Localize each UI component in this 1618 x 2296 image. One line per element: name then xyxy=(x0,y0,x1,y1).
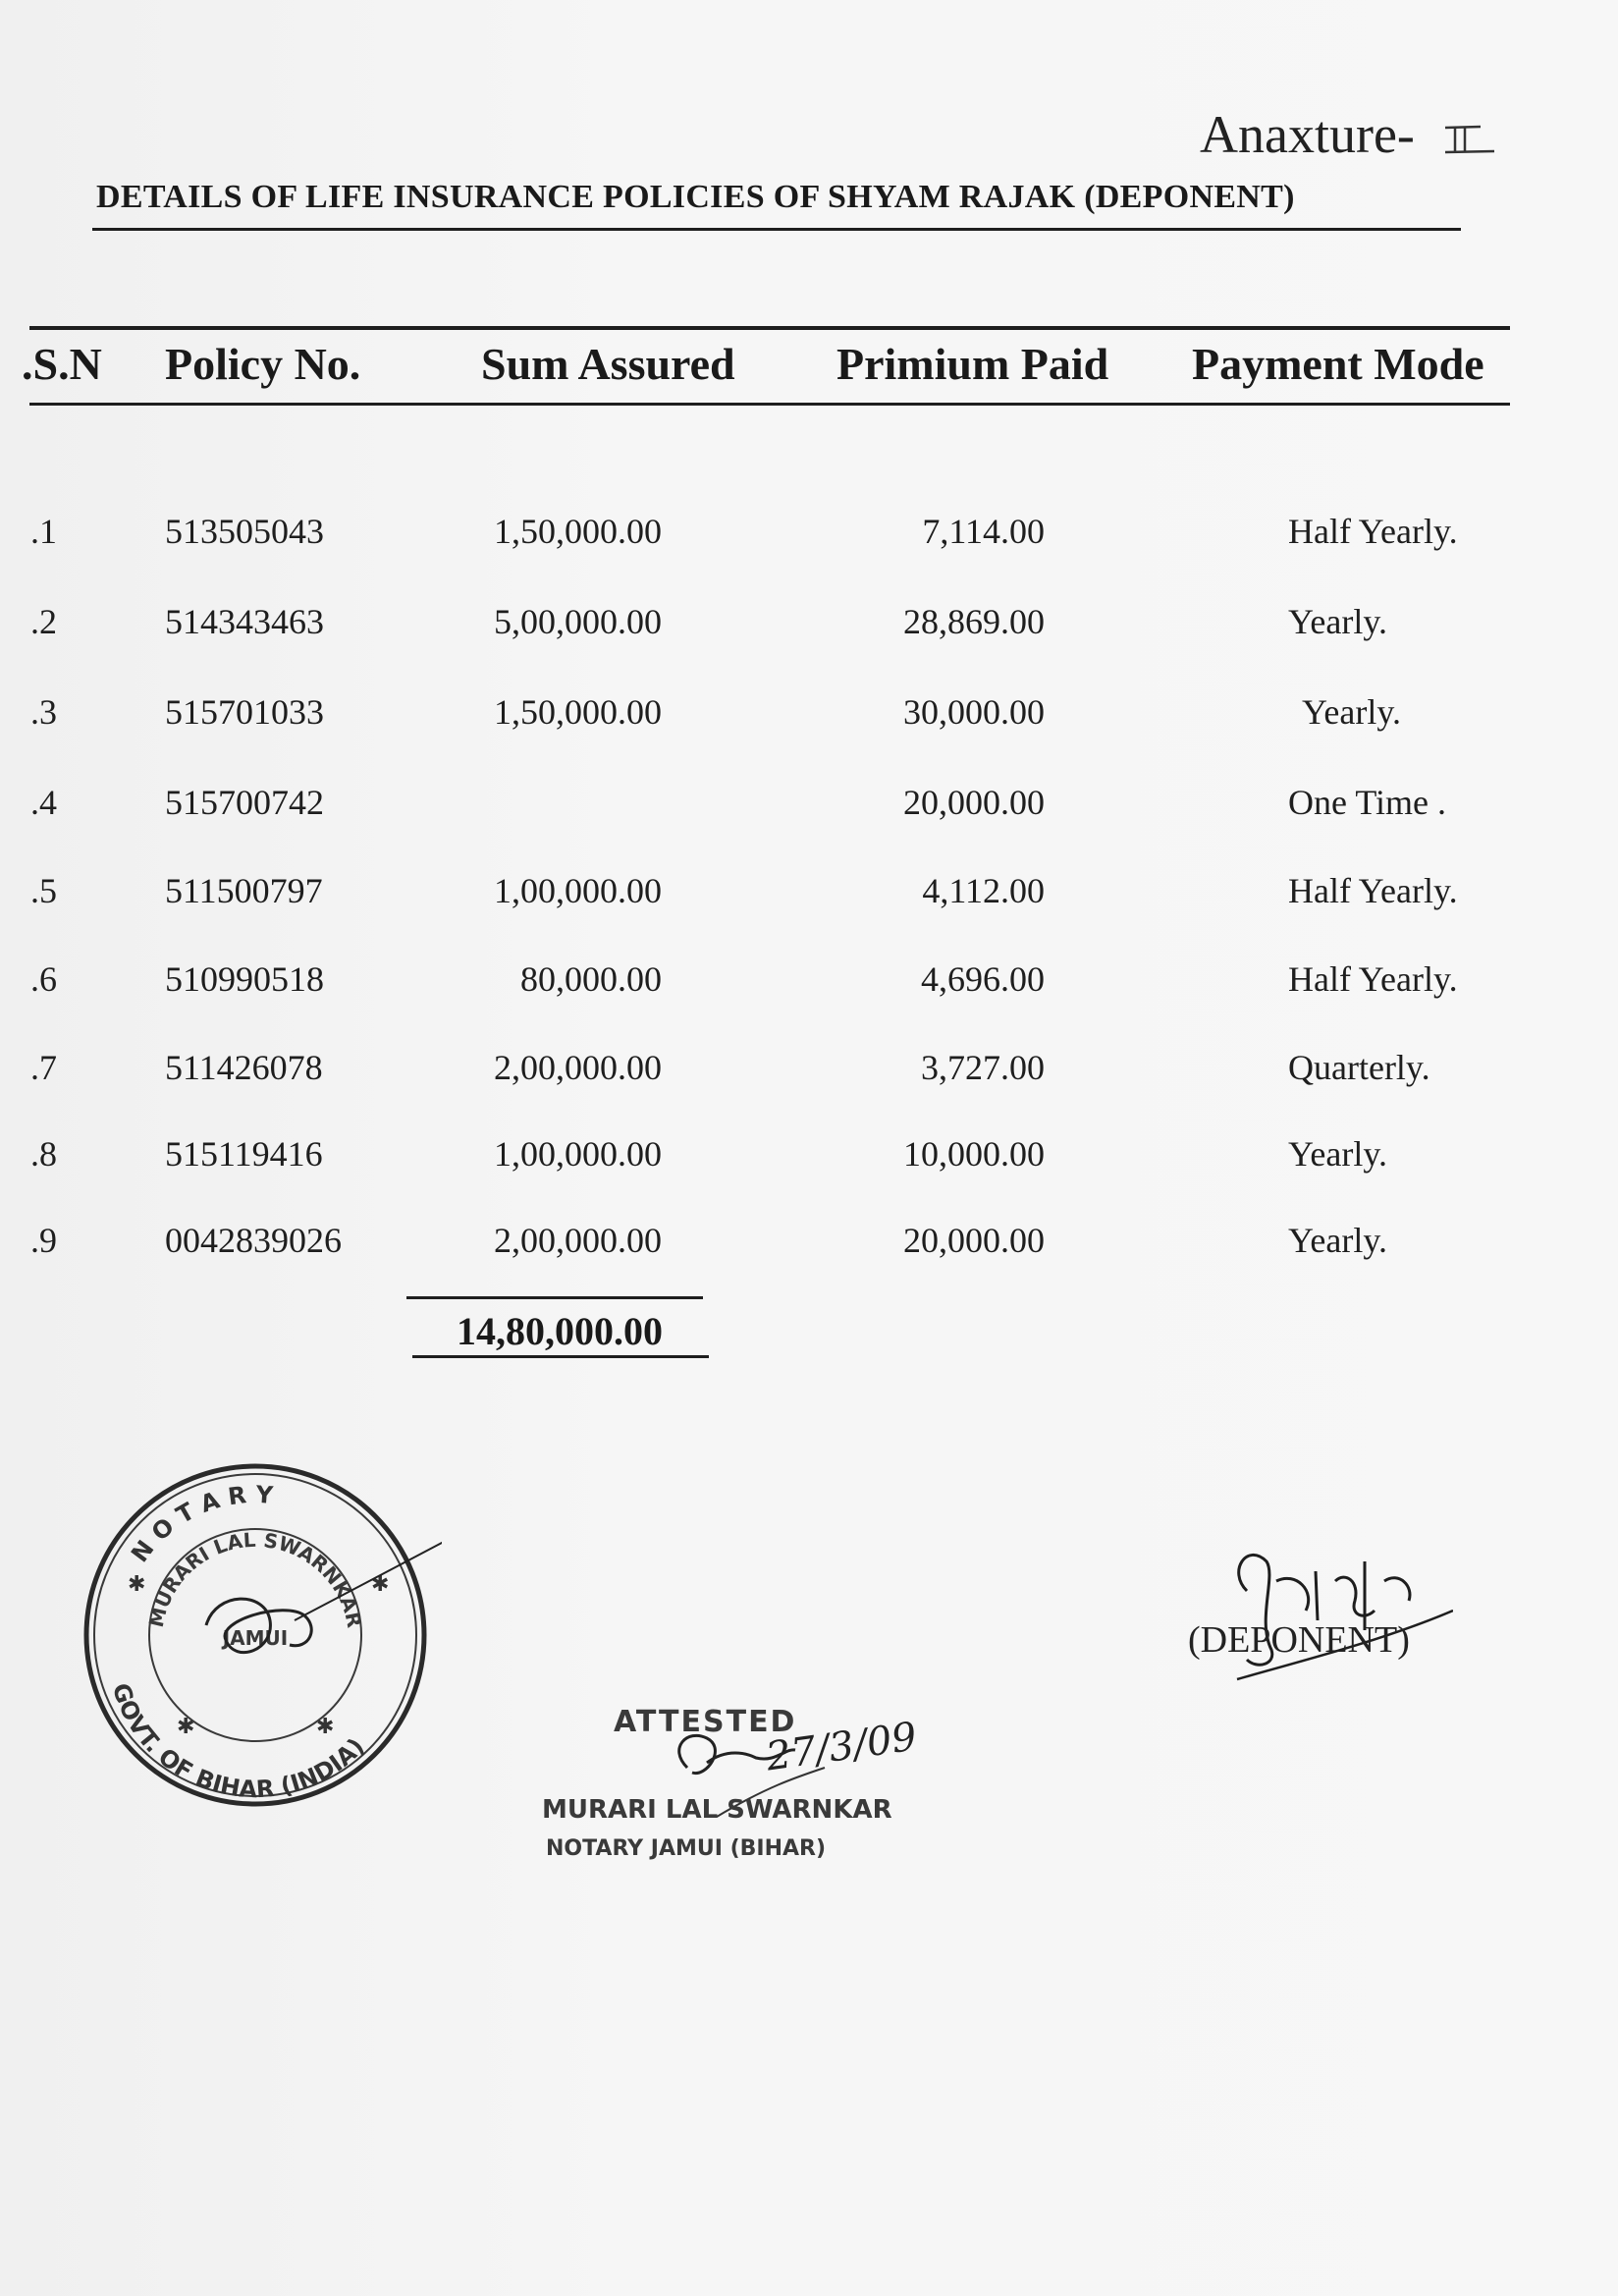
deponent-signature xyxy=(1217,1532,1453,1689)
row-policy-no: 0042839026 xyxy=(165,1221,342,1260)
row-policy-no: 513505043 xyxy=(165,512,324,551)
row-payment-mode: Yearly. xyxy=(1288,602,1388,641)
total-top-rule xyxy=(406,1296,703,1299)
row-sn: 1. xyxy=(30,512,57,551)
column-header-sn: S.N. xyxy=(22,339,102,389)
table-header-bottom-rule xyxy=(29,403,1510,406)
column-header-premium-paid: Primium Paid xyxy=(836,339,1109,389)
attestation-notary-place: NOTARY JAMUI (BIHAR) xyxy=(546,1836,827,1861)
svg-text:GOVT. OF BIHAR (INDIA): GOVT. OF BIHAR (INDIA) xyxy=(106,1679,370,1804)
row-sum-assured: 1,50,000.00 xyxy=(494,512,662,551)
row-premium-paid: 7,114.00 xyxy=(922,512,1045,551)
svg-text:JAMUI: JAMUI xyxy=(222,1626,289,1650)
table-top-rule xyxy=(29,326,1510,330)
row-sum-assured: 80,000.00 xyxy=(520,959,662,999)
row-payment-mode: Half Yearly. xyxy=(1288,959,1458,999)
notary-seal-stamp xyxy=(69,1453,442,1807)
deponent-label: (DEPONENT) xyxy=(1188,1619,1410,1661)
row-policy-no: 510990518 xyxy=(165,959,324,999)
svg-text:N O T A R Y: N O T A R Y xyxy=(126,1480,274,1568)
column-header-policy-no: Policy No. xyxy=(165,339,361,389)
total-bottom-rule xyxy=(412,1355,709,1358)
svg-text:✱: ✱ xyxy=(316,1714,335,1738)
title-underline xyxy=(92,228,1461,231)
row-payment-mode: Quarterly. xyxy=(1288,1048,1430,1087)
svg-text:MURARI LAL SWARNKAR: MURARI LAL SWARNKAR xyxy=(143,1527,367,1630)
row-sum-assured: 2,00,000.00 xyxy=(494,1048,662,1087)
row-policy-no: 515700742 xyxy=(165,783,324,822)
row-sum-assured: 5,00,000.00 xyxy=(494,602,662,641)
row-sn: 4. xyxy=(30,783,57,822)
row-premium-paid: 4,112.00 xyxy=(922,871,1045,910)
document-title: DETAILS OF LIFE INSURANCE POLICIES OF SHYAM RAJAK (DEPONENT) xyxy=(96,179,1295,215)
annexure-label: Anaxture- xyxy=(1200,105,1415,164)
row-sum-assured: 2,00,000.00 xyxy=(494,1221,662,1260)
attestation-date-handwritten: 27/3/09 xyxy=(763,1714,920,1780)
row-policy-no: 515701033 xyxy=(165,692,324,732)
row-premium-paid: 30,000.00 xyxy=(903,692,1045,732)
row-sn: 7. xyxy=(30,1048,57,1087)
row-policy-no: 511426078 xyxy=(165,1048,323,1087)
column-header-sum-assured: Sum Assured xyxy=(481,339,735,389)
row-sn: 8. xyxy=(30,1134,57,1174)
attested-stamp-label: ATTESTED xyxy=(614,1705,797,1739)
annexure-number-handwritten xyxy=(1441,124,1498,155)
attestation-notary-name: MURARI LAL SWARNKAR xyxy=(542,1795,892,1825)
column-header-payment-mode: Payment Mode xyxy=(1192,339,1484,389)
row-sn: 9. xyxy=(30,1221,57,1260)
row-payment-mode: Yearly. xyxy=(1302,692,1402,732)
svg-text:✱: ✱ xyxy=(177,1714,195,1738)
row-sum-assured: 1,00,000.00 xyxy=(494,871,662,910)
row-premium-paid: 20,000.00 xyxy=(903,783,1045,822)
row-sn: 2. xyxy=(30,602,57,641)
total-sum-assured: 14,80,000.00 xyxy=(457,1309,663,1353)
row-premium-paid: 3,727.00 xyxy=(921,1048,1045,1087)
svg-text:✱: ✱ xyxy=(128,1571,146,1596)
row-sn: 6. xyxy=(30,959,57,999)
row-premium-paid: 10,000.00 xyxy=(903,1134,1045,1174)
row-premium-paid: 28,869.00 xyxy=(903,602,1045,641)
row-payment-mode: Yearly. xyxy=(1288,1221,1388,1260)
svg-text:✱: ✱ xyxy=(371,1571,390,1596)
row-payment-mode: Yearly. xyxy=(1288,1134,1388,1174)
row-sn: 5. xyxy=(30,871,57,910)
row-payment-mode: One Time . xyxy=(1288,783,1447,822)
row-policy-no: 511500797 xyxy=(165,871,323,910)
row-payment-mode: Half Yearly. xyxy=(1288,512,1458,551)
row-payment-mode: Half Yearly. xyxy=(1288,871,1458,910)
row-policy-no: 515119416 xyxy=(165,1134,323,1174)
row-premium-paid: 20,000.00 xyxy=(903,1221,1045,1260)
row-policy-no: 514343463 xyxy=(165,602,324,641)
row-sum-assured: 1,50,000.00 xyxy=(494,692,662,732)
row-sn: 3. xyxy=(30,692,57,732)
row-sum-assured: 1,00,000.00 xyxy=(494,1134,662,1174)
row-premium-paid: 4,696.00 xyxy=(921,959,1045,999)
